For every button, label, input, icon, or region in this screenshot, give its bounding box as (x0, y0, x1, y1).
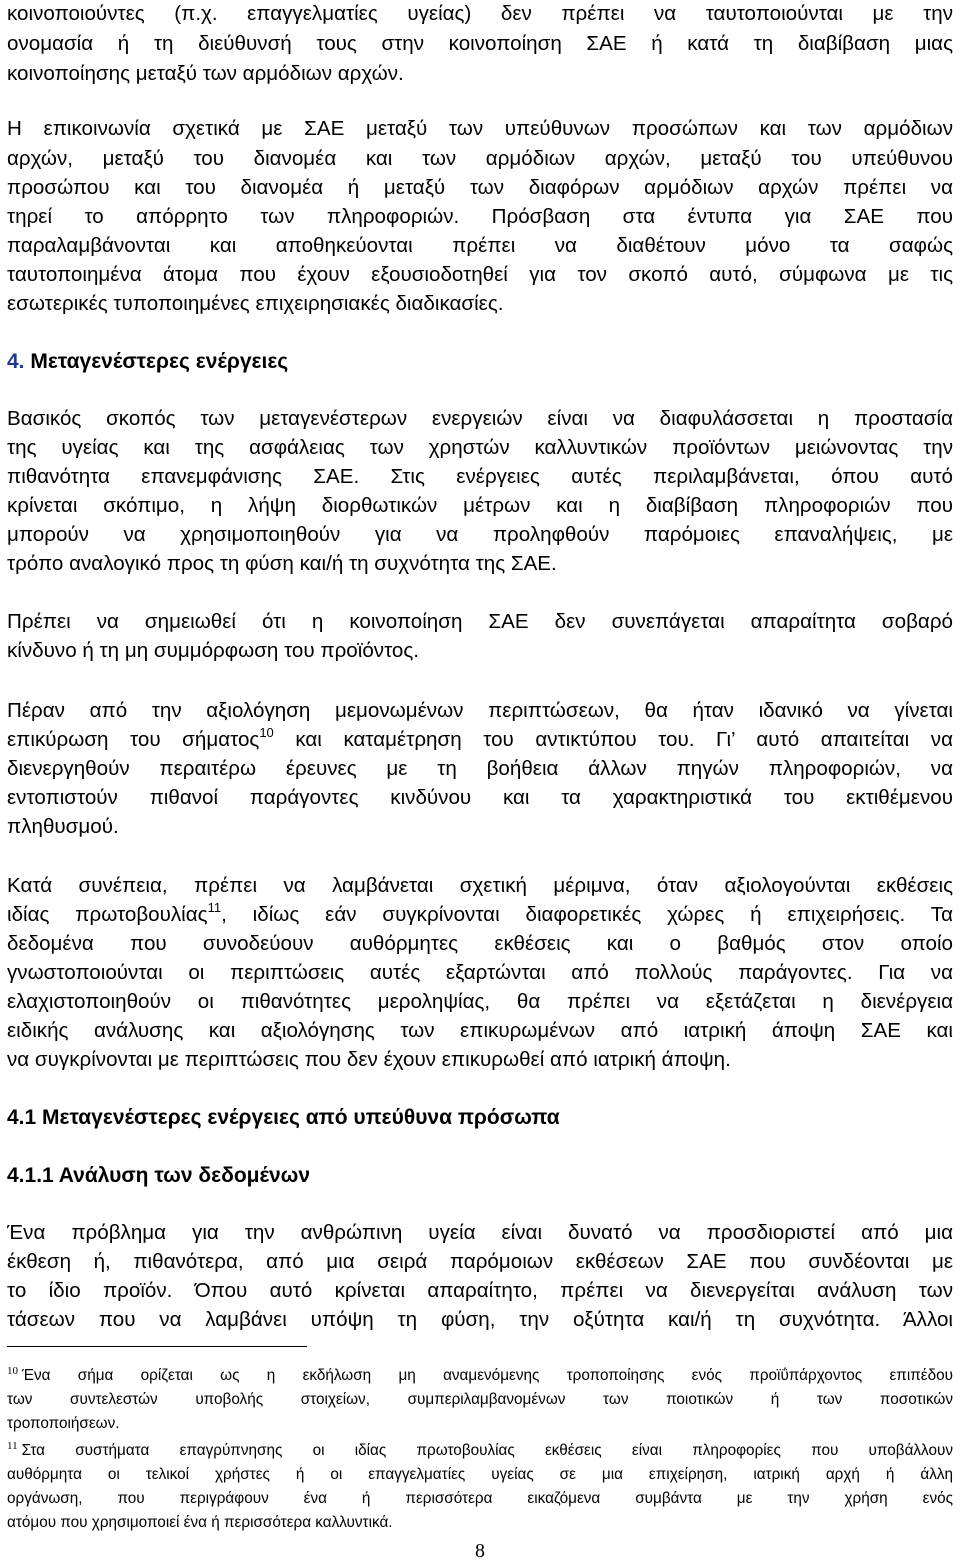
text-line: τηρεί το απόρρητο των πληροφοριών. Πρόσβαση στα έντυπα για ΣΑΕ που (7, 205, 953, 228)
text-line: κοινοποίησης μεταξύ των αρμόδιων αρχών. (7, 62, 404, 85)
text-line: διενεργηθούν περαιτέρω έρευνες με τη βοήθεια άλλων πηγών πληροφοριών, να (7, 757, 953, 780)
text-segment: Στα συστήματα επαγρύπνησης οι ιδίας πρωτοβουλίας εκθέσεις είναι πληροφορίες που υποβάλλουν (21, 1442, 953, 1459)
text-line: μπορούν να χρησιμοποιηθούν για να προληφθούν παρόμοιες επαναλήψεις, με (7, 523, 953, 546)
text-line: αρχών, μεταξύ του διανομέα και των αρμόδιων αρχών, μεταξύ του υπεύθυνου (7, 147, 953, 170)
text-line: το ίδιο προϊόν. Όπου αυτό κρίνεται απαραίτητο, πρέπει να διενεργείται ανάλυση των (7, 1279, 953, 1302)
text-line: εσωτερικές τυποποιημένες επιχειρησιακές διαδικασίες. (7, 292, 504, 315)
text-line: να συγκρίνονται με περιπτώσεις που δεν έχουν επικυρωθεί από ιατρική άποψη. (7, 1048, 731, 1071)
text-line (7, 901, 953, 929)
section-heading-4 (7, 348, 288, 376)
text-line: δεδομένα που συνοδεύουν αυθόρμητες εκθέσεις και ο βαθμός στον οποίο (7, 932, 953, 955)
footnote-line: ατόμου που χρησιμοποιεί ένα ή περισσότερα καλλυντικά. (7, 1514, 393, 1531)
footnote-mark: 11 (7, 1440, 18, 1452)
text-segment: ιδίας πρωτοβουλίας (7, 903, 208, 926)
text-line: Κατά συνέπεια, πρέπει να λαμβάνεται σχετική μέριμνα, όταν αξιολογούνται εκθέσεις (7, 874, 953, 897)
footnote-line: οργάνωση, που περιγράφουν ένα ή περισσότερα εικαζόμενα συμβάντα με την χρήση ενός (7, 1490, 953, 1507)
section-number: 4. (7, 350, 25, 373)
section-heading-4-1: 4.1 Μεταγενέστερες ενέργειες από υπεύθυνα πρόσωπα (7, 1106, 560, 1129)
text-line: προσώπου και του διανομέα ή μεταξύ των διαφόρων αρμόδιων αρχών πρέπει να (7, 176, 953, 199)
text-line: κρίνεται σκόπιμο, η λήψη διορθωτικών μέτρων και η διαβίβαση πληροφοριών που (7, 494, 953, 517)
text-line: ταυτοποιημένα άτομα που έχουν εξουσιοδοτηθεί για τον σκοπό αυτό, σύμφωνα με τις (7, 263, 953, 286)
text-line: Η επικοινωνία σχετικά με ΣΑΕ μεταξύ των υπεύθυνων προσώπων και των αρμόδιων (7, 117, 953, 140)
text-line: παραλαμβάνονται και αποθηκεύονται πρέπει να διαθέτουν μόνο τα σαφώς (7, 234, 953, 257)
text-line: ειδικής ανάλυσης και αξιολόγησης των επικυρωμένων από ιατρική άποψη ΣΑΕ και (7, 1019, 953, 1042)
text-line: της υγείας και της ασφάλειας των χρηστών καλλυντικών προϊόντων μειώνοντας την (7, 436, 953, 459)
text-line: Πέραν από την αξιολόγηση μεμονωμένων περιπτώσεων, θα ήταν ιδανικό να γίνεται (7, 699, 953, 722)
text-segment: , ιδίως εάν συγκρίνονται διαφορετικές χώρες ή επιχειρήσεις. Τα (221, 903, 953, 926)
text-line: τρόπο αναλογικό προς τη φύση και/ή τη συχνότητα της ΣΑΕ. (7, 552, 557, 575)
text-line: ελαχιστοποιηθούν οι πιθανότητες μεροληψίας, θα πρέπει να εξετάζεται η διενέργεια (7, 990, 953, 1013)
text-line: τάσεων που να λαμβάνει υπόψη τη φύση, την οξύτητα και/ή τη συχνότητα. Άλλοι (7, 1308, 953, 1331)
text-line (7, 726, 953, 754)
text-line: πιθανότητα επανεμφάνισης ΣΑΕ. Στις ενέργειες αυτές περιλαμβάνεται, όπου αυτό (7, 465, 953, 488)
section-heading-4-1-1: 4.1.1 Ανάλυση των δεδομένων (7, 1164, 311, 1187)
footnote-line (7, 1441, 953, 1461)
text-line: Βασικός σκοπός των μεταγενέστερων ενεργειών είναι να διαφυλάσσεται η προστασία (7, 407, 953, 430)
text-line: ονομασία ή τη διεύθυνσή τους στην κοινοποίηση ΣΑΕ ή κατά τη διαβίβαση μιας (7, 32, 953, 55)
text-line: έκθεση ή, πιθανότερα, από μια σειρά παρόμοιων εκθέσεων ΣΑΕ που συνδέονται με (7, 1250, 953, 1273)
text-line: εντοπιστούν πιθανοί παράγοντες κινδύνου και τα χαρακτηριστικά του εκτιθέμενου (7, 786, 953, 809)
text-segment: Ένα σήμα ορίζεται ως η εκδήλωση μη αναμενόμενης τροποποίησης ενός προϊΰπάρχοντος επιπέδου (22, 1367, 953, 1384)
text-segment: επικύρωση του σήματος (7, 728, 260, 751)
text-line: κοινοποιούντες (π.χ. επαγγελματίες υγείας) δεν πρέπει να ταυτοποιούνται με την (7, 2, 953, 25)
footnote-mark: 10 (7, 1365, 18, 1377)
footnote-ref-10: 10 (259, 725, 274, 740)
footnote-line: τροποποιήσεων. (7, 1415, 120, 1432)
footnote-ref-11: 11 (207, 900, 222, 915)
text-line: Πρέπει να σημειωθεί ότι η κοινοποίηση ΣΑΕ δεν συνεπάγεται απαραίτητα σοβαρό (7, 610, 953, 633)
footnote-line: των συντελεστών υποβολής στοιχείων, συμπεριλαμβανομένων των ποιοτικών ή των ποσοτικών (7, 1391, 953, 1408)
footnote-line: αυθόρμητα οι τελικοί χρήστες ή οι επαγγελματίες υγείας σε μια επιχείρηση, ιατρική αρχή ή άλλη (7, 1466, 953, 1483)
text-segment: και καταμέτρηση του αντικτύπου του. Γι’ αυτό απαιτείται να (273, 728, 953, 751)
text-line: πληθυσμού. (7, 815, 119, 838)
footnote-separator (7, 1346, 307, 1347)
page-number: 8 (475, 1540, 485, 1562)
text-line: Ένα πρόβλημα για την ανθρώπινη υγεία είναι δυνατό να προσδιοριστεί από μια (7, 1221, 953, 1244)
text-line: κίνδυνο ή τη μη συμμόρφωση του προϊόντος. (7, 639, 420, 662)
footnote-line (7, 1366, 953, 1386)
text-line: γνωστοποιούνται οι περιπτώσεις αυτές εξαρτώνται από πολλούς παράγοντες. Για να (7, 961, 953, 984)
section-title: Μεταγενέστερες ενέργειες (30, 350, 289, 373)
